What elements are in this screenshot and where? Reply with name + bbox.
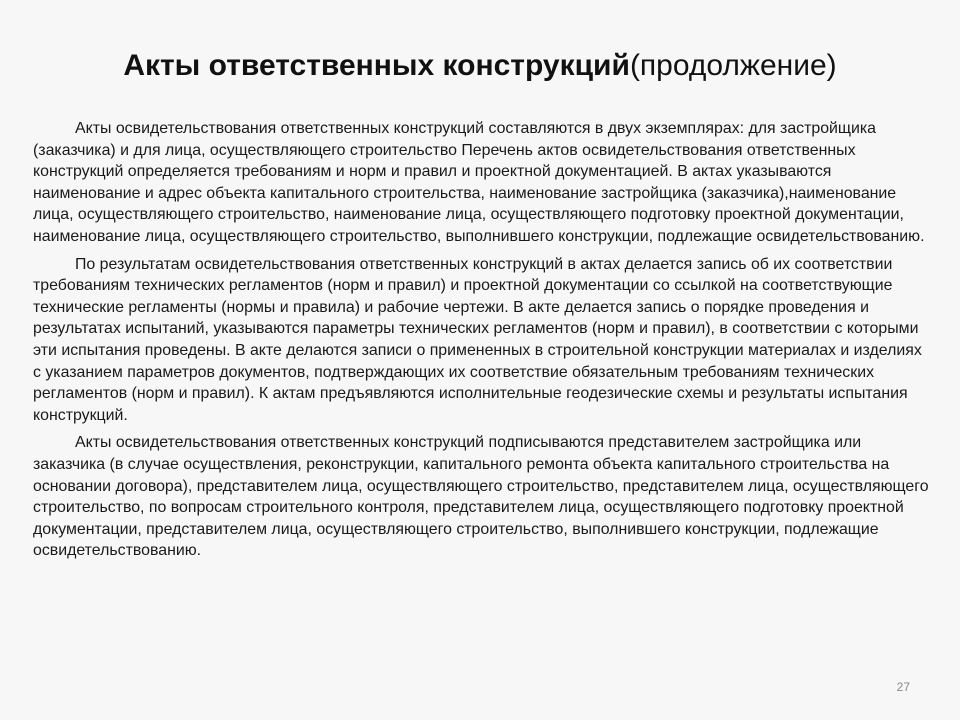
slide-body [33, 118, 931, 568]
slide-title [20, 46, 940, 86]
page-number: 27 [896, 680, 910, 694]
paragraph-3: Акты освидетельствования ответственных конструкций подписываются представителем застройщика или заказчика (в случае осуществления, реконструкции, капитального ремонта объекта капитального строительства на основании договора), представителем лица, осуществляющего строительство, представителем лица, осуществляющего строительство, по вопросам строительного контроля, представителем лица, осуществляющего подготовку проектной документации, представителем лица, осуществляющего строительство, выполнившего конструкции, подлежащие освидетельствованию. [33, 434, 929, 560]
paragraph-1: Акты освидетельствования ответственных конструкций составляются в двух экземплярах: для застройщика (заказчика) и для лица, осуществляющего строительство Перечень актов освидетельствования ответственных конструкций определяется требованиям и норм и правил и проектной документацией. В актах указываются наименование и адрес объекта капитального строительства, наименование застройщика (заказчика),наименование лица, осуществляющего строительство, наименование лица, осуществляющего подготовку проектной документации, наименование лица, осуществляющего строительство, выполнившего конструкции, подлежащие освидетельствованию. [33, 120, 925, 245]
slide-title-continuation: (продолжение) [629, 49, 837, 82]
slide-title-main: Акты ответственных конструкций [123, 49, 630, 82]
paragraph-2: По результатам освидетельствования ответственных конструкций в актах делается запись об их соответствии требованиям технических регламентов (норм и правил) и проектной документации со ссылкой на соответствующие технические регламенты (нормы и правила) и рабочие чертежи. В акте делается запись о порядке проведения и результатах испытаний, указываются параметры технических регламентов (норм и правил), в соответствии с которыми эти испытания проведены. В акте делаются записи о примененных в строительной конструкции материалах и изделиях с указанием параметров документов, подтверждающих их соответствие обязательным требованиям технических регламентов (норм и правил). К актам предъявляются исполнительные геодезические схемы и результаты испытания конструкций. [33, 255, 922, 424]
